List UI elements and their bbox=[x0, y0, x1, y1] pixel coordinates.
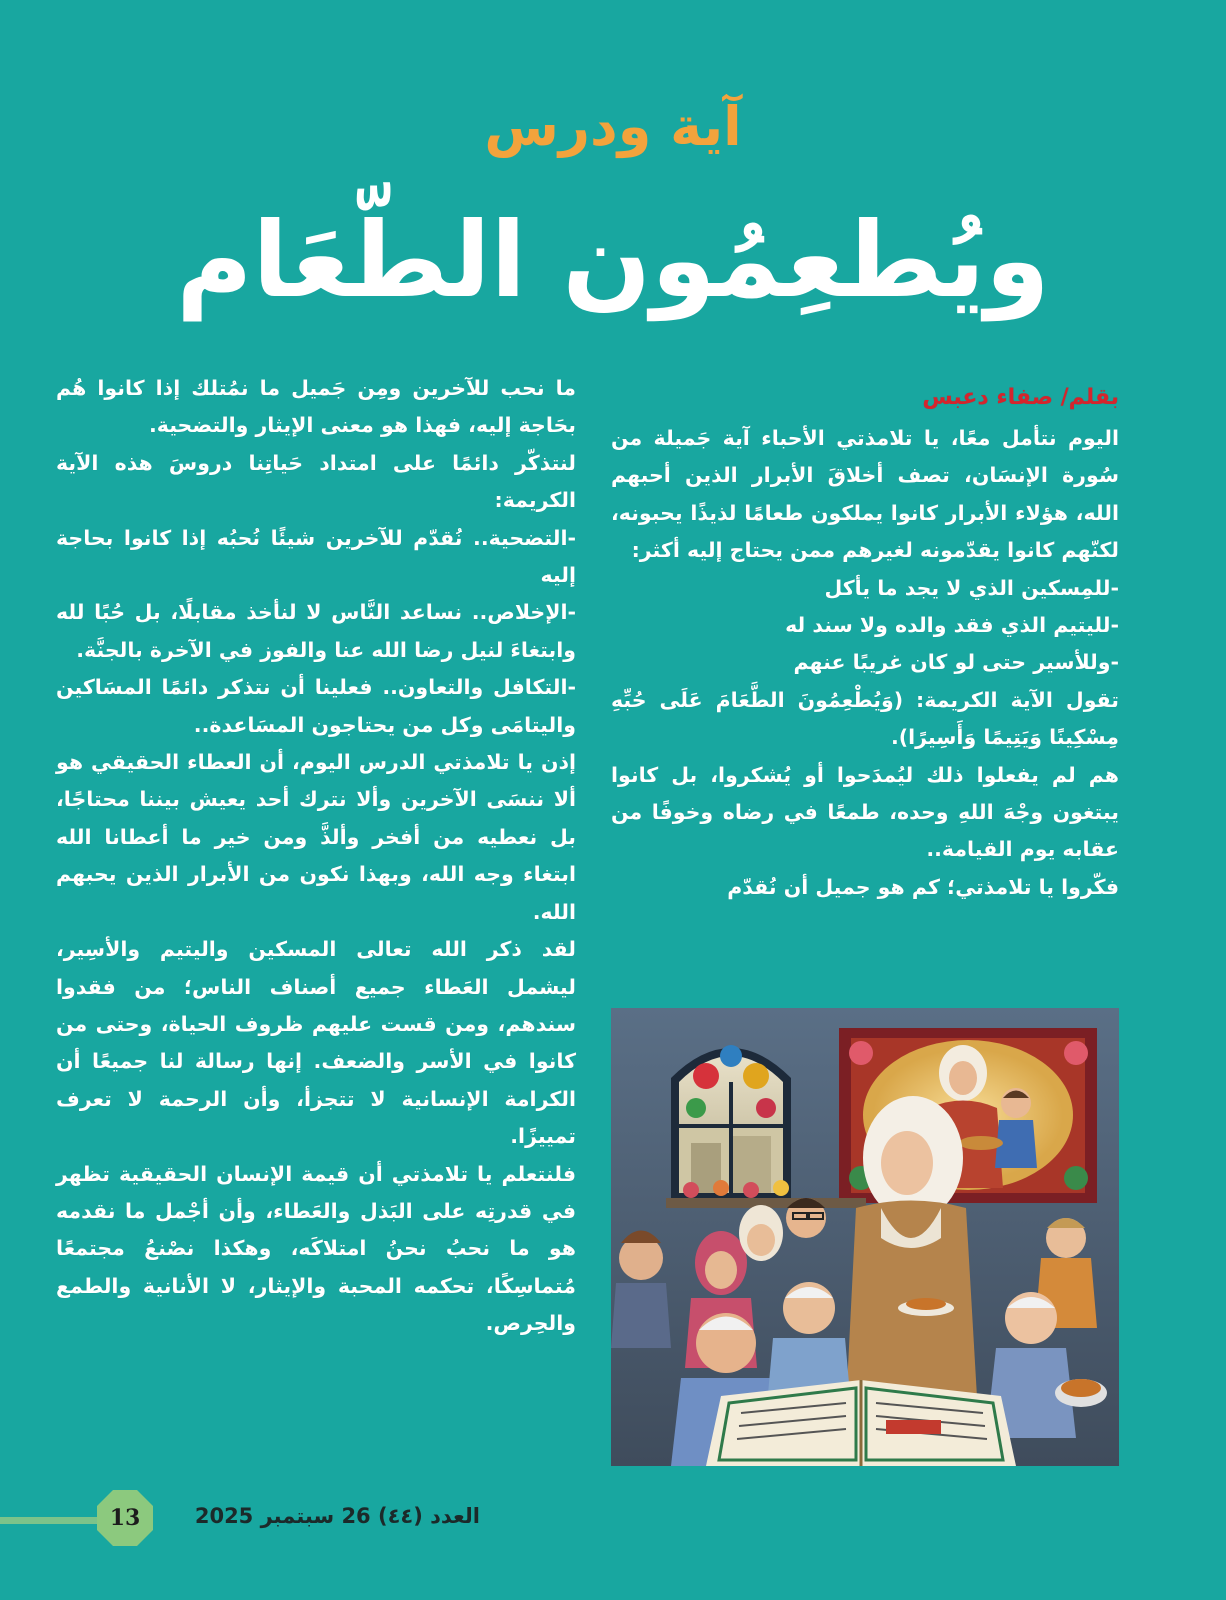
paragraph: لنتذكّر دائمًا على امتداد حَياتِنا دروسَ هذه الآية الكريمة: bbox=[56, 450, 576, 513]
paragraph: -التكافل والتعاون.. فعلينا أن نتذكر دائمًا المسَاكين واليتامَى وكل من يحتاجون المسَاعدة.. bbox=[56, 675, 576, 737]
page-number-badge bbox=[95, 1488, 155, 1548]
article-title: ويُطعِمُون الطّعَام bbox=[176, 199, 1050, 321]
paragraph: اليوم نتأمل معًا، يا تلامذتي الأحباء آية جَميلة من سُورة الإنسَان، تصف أخلاقَ الأبرار الذين أحبهم الله، هؤلاء الأبرار كانوا يملكون طعامًا لذيذًا يحبونه، لكنّهم كانوا يقدّمونه لغيرهم ممن يحتاج إليه أكثر: bbox=[611, 426, 1119, 563]
paragraph: -الإخلاص.. نساعد النَّاس لا لنأخذ مقابلًا، بل حُبًا لله وابتغاءَ لنيل رضا الله عنا والفوز في الآخرة بالجنَّة. bbox=[56, 600, 576, 662]
paragraph: هم لم يفعلوا ذلك ليُمدَحوا أو يُشكروا، بل كانوا يبتغون وجْهَ اللهِ وحده، طمعًا في رضاه وخوفًا من عقابه يوم القيامة.. bbox=[611, 762, 1119, 862]
issue-info: العدد (٤٤) 26 سبتمبر 2025 bbox=[194, 1504, 480, 1528]
paragraph: ما نحب للآخرين ومِن جَميل ما نمُتلك إذا كانوا هُم بحَاجة إليه، فهذا هو معنى الإيثار والتضحية. bbox=[56, 376, 576, 438]
author-byline: بقلم/ صفاء دعبس bbox=[922, 385, 1119, 410]
left-text-column bbox=[56, 370, 576, 1343]
paragraph: فلنتعلم يا تلامذتي أن قيمة الإنسان الحقيقية تظهر في قدرتِه على البَذل والعَطاء، وأن أجْمل ما نقدمه هو ما نحبُ نحنُ امتلاكَه، وهكذا نصْنعُ مجتمعًا مُتماسِكًا، تحكمه المحبة والإيثار، لا الأنانية والطمع والحِرص. bbox=[56, 1161, 576, 1336]
footer-rule bbox=[0, 1517, 105, 1524]
paragraph: لقد ذكر الله تعالى المسكين واليتيم والأسِير، ليشمل العَطاء جميع أصناف الناس؛ من فقدوا سندهم، ومن قست عليهم ظروف الحياة، وحتى من كانوا في الأسر والضعف. إنها رسالة لنا جميعًا أن الكرامة الإنسانية لا تتجزأ، وأن الرحمة لا تعرف تمييزًا. bbox=[56, 937, 576, 1149]
paragraph: -التضحية.. نُقدّم للآخرين شيئًا نُحبُه إذا كانوا بحاجة إليه bbox=[56, 525, 576, 588]
paragraph: -لليتيم الذي فقد والده ولا سند له bbox=[785, 613, 1119, 638]
section-title: آية ودرس bbox=[484, 95, 742, 158]
paragraph: فكّروا يا تلامذتي؛ كم هو جميل أن نُقدّم bbox=[727, 874, 1119, 899]
classroom-illustration bbox=[611, 1008, 1119, 1466]
page-number: 13 bbox=[109, 1505, 141, 1531]
right-text-column bbox=[611, 380, 1119, 906]
paragraph: إذن يا تلامذتي الدرس اليوم، أن العطاء الحقيقي هو ألا ننسَى الآخرين وألا نترك أحد يعيش بيننا محتاجًا، بل نعطيه من أفخر وألذَّ ومن خير ما أعطانا الله ابتغاء وجه الله، وبهذا نكون من الأبرار الذين يحبهم الله. bbox=[56, 750, 576, 924]
paragraph: تقول الآية الكريمة: (وَيُطْعِمُونَ الطَّعَامَ عَلَى حُبِّهِ مِسْكِينًا وَيَتِيمًا وَأَسِيرًا). bbox=[611, 687, 1119, 750]
paragraph: -وللأسير حتى لو كان غريبًا عنهم bbox=[793, 650, 1119, 675]
paragraph: -للمِسكين الذي لا يجد ما يأكل bbox=[824, 575, 1119, 600]
